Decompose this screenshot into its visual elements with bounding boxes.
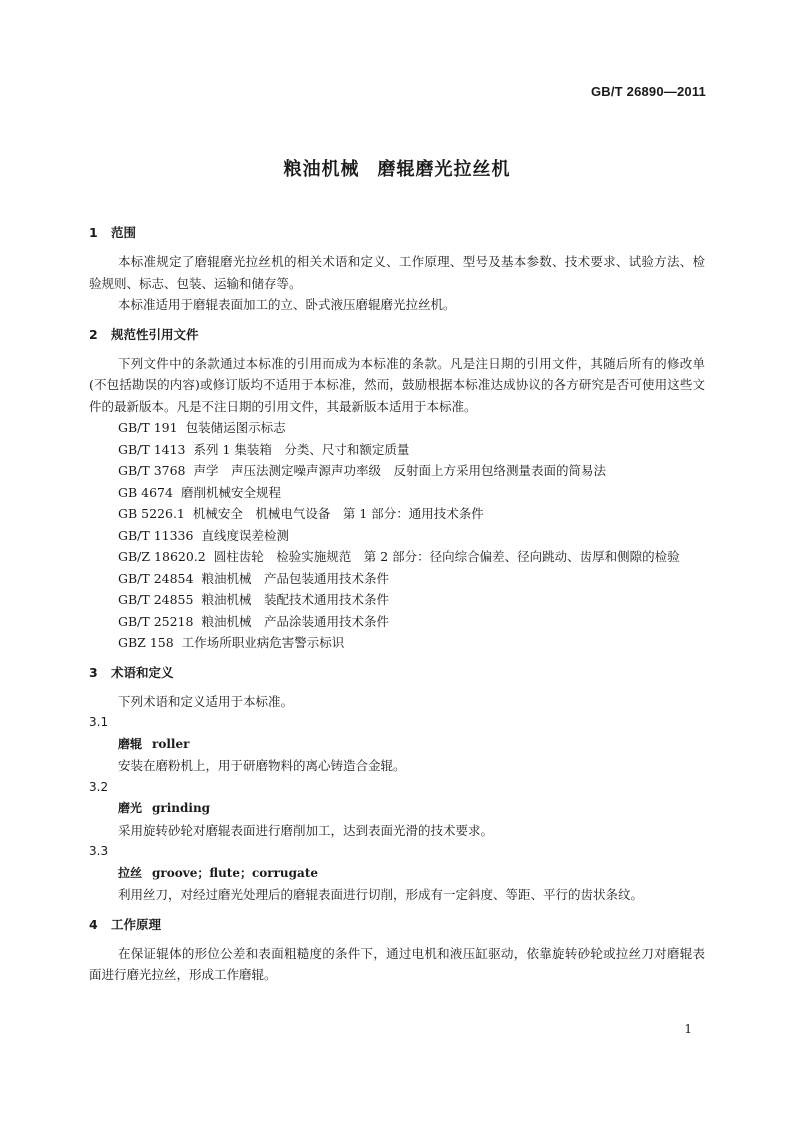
section-heading [89, 662, 705, 684]
reference-code: GB/T 11336 [118, 527, 194, 543]
section-terms-definitions [89, 662, 705, 906]
section-number: 1 [89, 225, 98, 240]
term-number: 3.2 [89, 779, 109, 794]
section-number: 2 [89, 326, 98, 342]
reference-code: GB/Z 18620.2 [118, 549, 206, 564]
reference-item [89, 482, 705, 504]
section-title: 工作原理 [111, 916, 162, 932]
term-definition: 安装在磨粉机上，用于研磨物料的离心铸造合金辊。 [118, 758, 406, 773]
section-heading [89, 324, 705, 346]
reference-item [89, 568, 705, 590]
reference-code: GBZ 158 [118, 635, 174, 650]
term-number: 3.3 [89, 844, 109, 858]
reference-item [89, 589, 705, 611]
page-number: 1 [684, 1022, 692, 1036]
section-number: 4 [89, 916, 98, 932]
reference-item [89, 439, 705, 461]
term-en: groove；flute；corrugate [152, 865, 318, 880]
reference-item [89, 525, 705, 547]
title-part-2: 磨辊磨光拉丝机 [377, 159, 511, 180]
reference-title: 机械安全 机械电气设备 第 1 部分：通用技术条件 [192, 506, 484, 521]
reference-title: 工作场所职业病危害警示标识 [181, 635, 345, 650]
paragraph: 下列文件中的条款通过本标准的引用而成为本标准的条款。凡是注日期的引用文件，其随后所有的修改单(不包括勘误的内容)或修订版均不适用于本标准，然而，鼓励根据本标准达成协议的各方研究是否可使用这些文件的最新版本。凡是不注日期的引用文件，其最新版本适用于本标准。 [89, 355, 705, 414]
reference-title: 直线度误差检测 [201, 527, 289, 543]
term-name [89, 798, 705, 820]
reference-code: GB/T 24854 [118, 570, 194, 586]
section-working-principle [89, 914, 705, 986]
reference-title: 粮油机械 产品涂装通用技术条件 [201, 613, 389, 629]
reference-code: GB/T 191 [118, 420, 178, 435]
section-title: 范围 [111, 225, 137, 240]
section-normative-references [89, 324, 705, 654]
reference-title: 粮油机械 装配技术通用技术条件 [201, 592, 389, 607]
reference-item [89, 417, 705, 439]
reference-item [89, 632, 705, 654]
reference-code: GB/T 25218 [118, 613, 194, 629]
term-entry [89, 712, 705, 777]
term-number: 3.1 [89, 715, 109, 729]
term-en: grinding [152, 801, 211, 815]
section-heading [89, 222, 705, 244]
reference-code: GB/T 1413 [118, 441, 186, 457]
reference-item [89, 460, 705, 482]
reference-title: 粮油机械 产品包装通用技术条件 [201, 570, 389, 586]
reference-title: 磨削机械安全规程 [180, 484, 281, 500]
standard-code: GB/T 26890—2011 [590, 84, 706, 99]
reference-code: GB/T 3768 [118, 463, 186, 478]
term-definition: 采用旋转砂轮对磨辊表面进行磨削加工，达到表面光滑的技术要求。 [118, 822, 494, 838]
term-cn: 磨光 [118, 801, 143, 815]
term-en: roller [152, 736, 190, 751]
paragraph: 本标准规定了磨辊磨光拉丝机的相关术语和定义、工作原理、型号及基本参数、技术要求、试验方法、检验规则、标志、包装、运输和储存等。 [89, 254, 705, 291]
term-name [89, 863, 705, 885]
document-body [89, 222, 705, 986]
section-heading [89, 914, 705, 936]
term-entry [89, 777, 705, 842]
section-title: 规范性引用文件 [111, 326, 199, 342]
paragraph: 本标准适用于磨辊表面加工的立、卧式液压磨辊磨光拉丝机。 [118, 297, 456, 312]
paragraph: 下列术语和定义适用于本标准。 [118, 693, 294, 709]
term-name [89, 734, 705, 756]
section-number: 3 [89, 664, 98, 680]
reference-code: GB 5226.1 [118, 506, 185, 521]
reference-title: 包装储运图示标志 [185, 420, 286, 435]
term-cn: 拉丝 [118, 865, 143, 880]
reference-item [89, 503, 705, 525]
title-part-1: 粮油机械 [283, 159, 360, 180]
section-title: 术语和定义 [111, 664, 174, 680]
reference-code: GB/T 24855 [118, 592, 194, 607]
term-definition: 利用丝刀，对经过磨光处理后的磨辊表面进行切削，形成有一定斜度、等距、平行的齿状条纹。 [118, 887, 644, 902]
section-scope [89, 222, 705, 316]
paragraph: 在保证辊体的形位公差和表面粗糙度的条件下，通过电机和液压缸驱动，依靠旋转砂轮或拉丝刀对磨辊表面进行磨光拉丝，形成工作磨辊。 [89, 945, 705, 982]
reference-title: 系列 1 集装箱 分类、尺寸和额定质量 [193, 441, 410, 457]
reference-item [89, 611, 705, 633]
term-entry [89, 841, 705, 906]
document-title [0, 155, 794, 181]
reference-title: 圆柱齿轮 检验实施规范 第 2 部分：径向综合偏差、径向跳动、齿厚和侧隙的检验 [213, 549, 680, 564]
term-cn: 磨辊 [118, 736, 143, 751]
reference-code: GB 4674 [118, 484, 173, 500]
reference-title: 声学 声压法测定噪声源声功率级 反射面上方采用包络测量表面的简易法 [193, 463, 607, 478]
reference-item [89, 546, 705, 568]
